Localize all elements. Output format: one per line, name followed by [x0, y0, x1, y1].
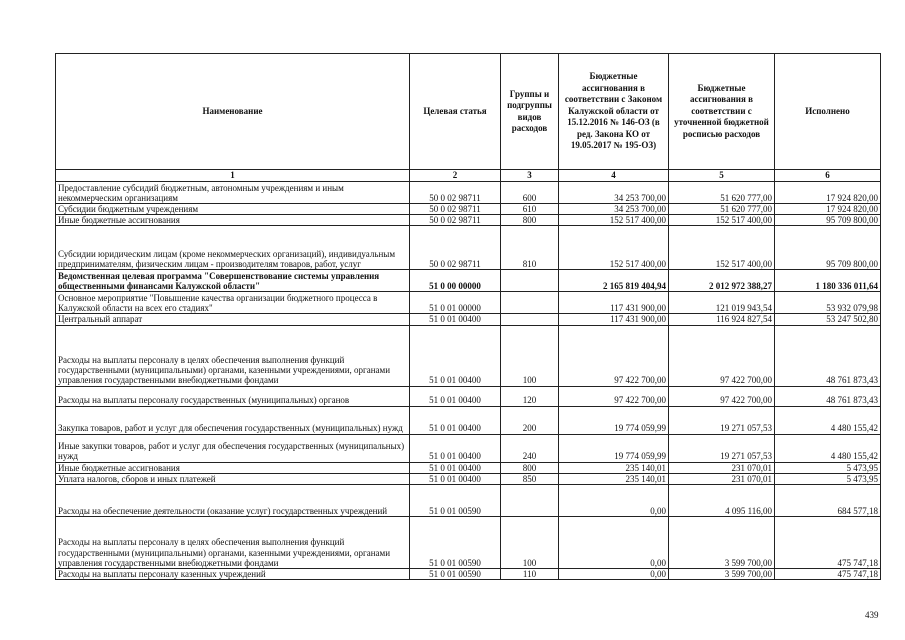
row-executed-amount: 53 932 079,98 [775, 292, 881, 314]
row-target-article: 51 0 01 00400 [410, 434, 501, 462]
table-row [56, 204, 881, 215]
row-roster-amount: 121 019 943,54 [669, 292, 775, 314]
row-name: Центральный аппарат [56, 314, 410, 325]
row-target-article: 51 0 00 00000 [410, 270, 501, 292]
row-target-article: 51 0 01 00000 [410, 292, 501, 314]
header-name: Наименование [56, 54, 410, 170]
row-target-article: 51 0 01 00400 [410, 314, 501, 325]
row-name: Ведомственная целевая программа "Совершенствование системы управления общественными финансами Калужской области" [56, 270, 410, 292]
column-number: 2 [410, 170, 501, 182]
row-executed-amount: 53 247 502,80 [775, 314, 881, 325]
row-target-article: 51 0 01 00590 [410, 485, 501, 517]
row-target-article: 51 0 01 00400 [410, 406, 501, 434]
row-roster-amount: 3 599 700,00 [669, 517, 775, 569]
table-row [56, 406, 881, 434]
row-target-article: 51 0 01 00400 [410, 473, 501, 484]
row-name: Иные закупки товаров, работ и услуг для обеспечения государственных (муниципальных) нужд [56, 434, 410, 462]
row-name: Иные бюджетные ассигнования [56, 215, 410, 226]
row-law-amount: 2 165 819 404,94 [559, 270, 669, 292]
row-target-article: 50 0 02 98711 [410, 215, 501, 226]
row-roster-amount: 3 599 700,00 [669, 569, 775, 580]
row-roster-amount: 97 422 700,00 [669, 386, 775, 406]
row-law-amount: 34 253 700,00 [559, 182, 669, 204]
row-name: Расходы на выплаты персоналу государственных (муниципальных) органов [56, 386, 410, 406]
table-row [56, 292, 881, 314]
row-name: Расходы на выплаты персоналу казенных учреждений [56, 569, 410, 580]
table-row [56, 462, 881, 473]
column-number: 1 [56, 170, 410, 182]
table-row [56, 517, 881, 569]
row-expense-group: 810 [501, 226, 559, 270]
row-roster-amount: 4 095 116,00 [669, 485, 775, 517]
row-target-article: 51 0 01 00400 [410, 386, 501, 406]
row-roster-amount: 152 517 400,00 [669, 215, 775, 226]
row-executed-amount: 17 924 820,00 [775, 204, 881, 215]
table-row [56, 215, 881, 226]
row-expense-group [501, 270, 559, 292]
row-law-amount: 19 774 059,99 [559, 406, 669, 434]
row-name: Иные бюджетные ассигнования [56, 462, 410, 473]
row-executed-amount: 48 761 873,43 [775, 386, 881, 406]
row-target-article: 51 0 01 00400 [410, 325, 501, 386]
row-roster-amount: 51 620 777,00 [669, 204, 775, 215]
row-law-amount: 0,00 [559, 485, 669, 517]
row-law-amount: 19 774 059,99 [559, 434, 669, 462]
row-target-article: 51 0 01 00590 [410, 569, 501, 580]
row-roster-amount: 2 012 972 388,27 [669, 270, 775, 292]
table-row [56, 314, 881, 325]
row-expense-group [501, 485, 559, 517]
row-name: Расходы на выплаты персоналу в целях обеспечения выполнения функций государственными (муниципальными) органами, казенными учреждениями, органами управления государственными внебюджетными фондами [56, 325, 410, 386]
column-number: 5 [669, 170, 775, 182]
row-expense-group: 850 [501, 473, 559, 484]
row-name: Расходы на обеспечение деятельности (оказание услуг) государственных учреждений [56, 485, 410, 517]
row-expense-group: 610 [501, 204, 559, 215]
row-roster-amount: 19 271 057,53 [669, 406, 775, 434]
row-executed-amount: 4 480 155,42 [775, 406, 881, 434]
row-roster-amount: 152 517 400,00 [669, 226, 775, 270]
table-row [56, 270, 881, 292]
row-law-amount: 0,00 [559, 569, 669, 580]
table-row [56, 473, 881, 484]
table-row [56, 434, 881, 462]
row-target-article: 50 0 02 98711 [410, 226, 501, 270]
row-law-amount: 235 140,01 [559, 473, 669, 484]
page-number: 439 [865, 610, 879, 620]
row-executed-amount: 5 473,95 [775, 473, 881, 484]
row-name: Субсидии юридическим лицам (кроме некоммерческих организаций), индивидуальным предпринимателям, физическим лицам - производителям товаров, работ, услуг [56, 226, 410, 270]
row-law-amount: 97 422 700,00 [559, 325, 669, 386]
header-roster-allocations: Бюджетные ассигнования в соответствии с уточненной бюджетной росписью расходов [669, 54, 775, 170]
row-name: Закупка товаров, работ и услуг для обеспечения государственных (муниципальных) нужд [56, 406, 410, 434]
row-roster-amount: 97 422 700,00 [669, 325, 775, 386]
row-executed-amount: 5 473,95 [775, 462, 881, 473]
row-name: Расходы на выплаты персоналу в целях обеспечения выполнения функций государственными (муниципальными) органами, казенными учреждениями, органами управления государственными внебюджетными фондами [56, 517, 410, 569]
column-number-row [56, 170, 881, 182]
budget-table [55, 53, 881, 580]
row-executed-amount: 95 709 800,00 [775, 215, 881, 226]
row-expense-group: 600 [501, 182, 559, 204]
table-row [56, 226, 881, 270]
column-number: 6 [775, 170, 881, 182]
header-executed: Исполнено [775, 54, 881, 170]
row-law-amount: 117 431 900,00 [559, 292, 669, 314]
row-expense-group: 100 [501, 325, 559, 386]
row-law-amount: 117 431 900,00 [559, 314, 669, 325]
row-executed-amount: 4 480 155,42 [775, 434, 881, 462]
row-executed-amount: 17 924 820,00 [775, 182, 881, 204]
row-name: Субсидии бюджетным учреждениям [56, 204, 410, 215]
table-row [56, 325, 881, 386]
row-executed-amount: 475 747,18 [775, 517, 881, 569]
row-law-amount: 235 140,01 [559, 462, 669, 473]
row-executed-amount: 95 709 800,00 [775, 226, 881, 270]
table-header-row [56, 54, 881, 170]
row-expense-group: 800 [501, 215, 559, 226]
column-number: 4 [559, 170, 669, 182]
row-name: Основное мероприятие "Повышение качества организации бюджетного процесса в Калужской области на всех его стадиях" [56, 292, 410, 314]
row-expense-group: 110 [501, 569, 559, 580]
table-row [56, 569, 881, 580]
row-roster-amount: 19 271 057,53 [669, 434, 775, 462]
row-executed-amount: 1 180 336 011,64 [775, 270, 881, 292]
table-row [56, 182, 881, 204]
row-expense-group: 240 [501, 434, 559, 462]
row-expense-group: 120 [501, 386, 559, 406]
row-roster-amount: 231 070,01 [669, 462, 775, 473]
row-expense-group [501, 314, 559, 325]
row-target-article: 50 0 02 98711 [410, 204, 501, 215]
row-name: Предоставление субсидий бюджетным, автономным учреждениям и иным некоммерческим организациям [56, 182, 410, 204]
row-name: Уплата налогов, сборов и иных платежей [56, 473, 410, 484]
row-law-amount: 152 517 400,00 [559, 215, 669, 226]
row-executed-amount: 684 577,18 [775, 485, 881, 517]
row-law-amount: 152 517 400,00 [559, 226, 669, 270]
column-number: 3 [501, 170, 559, 182]
row-target-article: 50 0 02 98711 [410, 182, 501, 204]
row-executed-amount: 48 761 873,43 [775, 325, 881, 386]
row-target-article: 51 0 01 00590 [410, 517, 501, 569]
row-expense-group: 200 [501, 406, 559, 434]
header-expense-groups: Группы и подгруппы видов расходов [501, 54, 559, 170]
row-expense-group [501, 292, 559, 314]
header-target-article: Целевая статья [410, 54, 501, 170]
row-executed-amount: 475 747,18 [775, 569, 881, 580]
row-target-article: 51 0 01 00400 [410, 462, 501, 473]
table-row [56, 386, 881, 406]
row-roster-amount: 231 070,01 [669, 473, 775, 484]
table-row [56, 485, 881, 517]
budget-table-page [55, 53, 881, 580]
row-law-amount: 34 253 700,00 [559, 204, 669, 215]
row-expense-group: 100 [501, 517, 559, 569]
row-roster-amount: 51 620 777,00 [669, 182, 775, 204]
row-expense-group: 800 [501, 462, 559, 473]
row-roster-amount: 116 924 827,54 [669, 314, 775, 325]
row-law-amount: 97 422 700,00 [559, 386, 669, 406]
header-law-allocations: Бюджетные ассигнования в соответствии с Законом Калужской области от 15.12.2016 № 146-ОЗ (в ред. Закона КО от 19.05.2017 № 195-ОЗ) [559, 54, 669, 170]
row-law-amount: 0,00 [559, 517, 669, 569]
